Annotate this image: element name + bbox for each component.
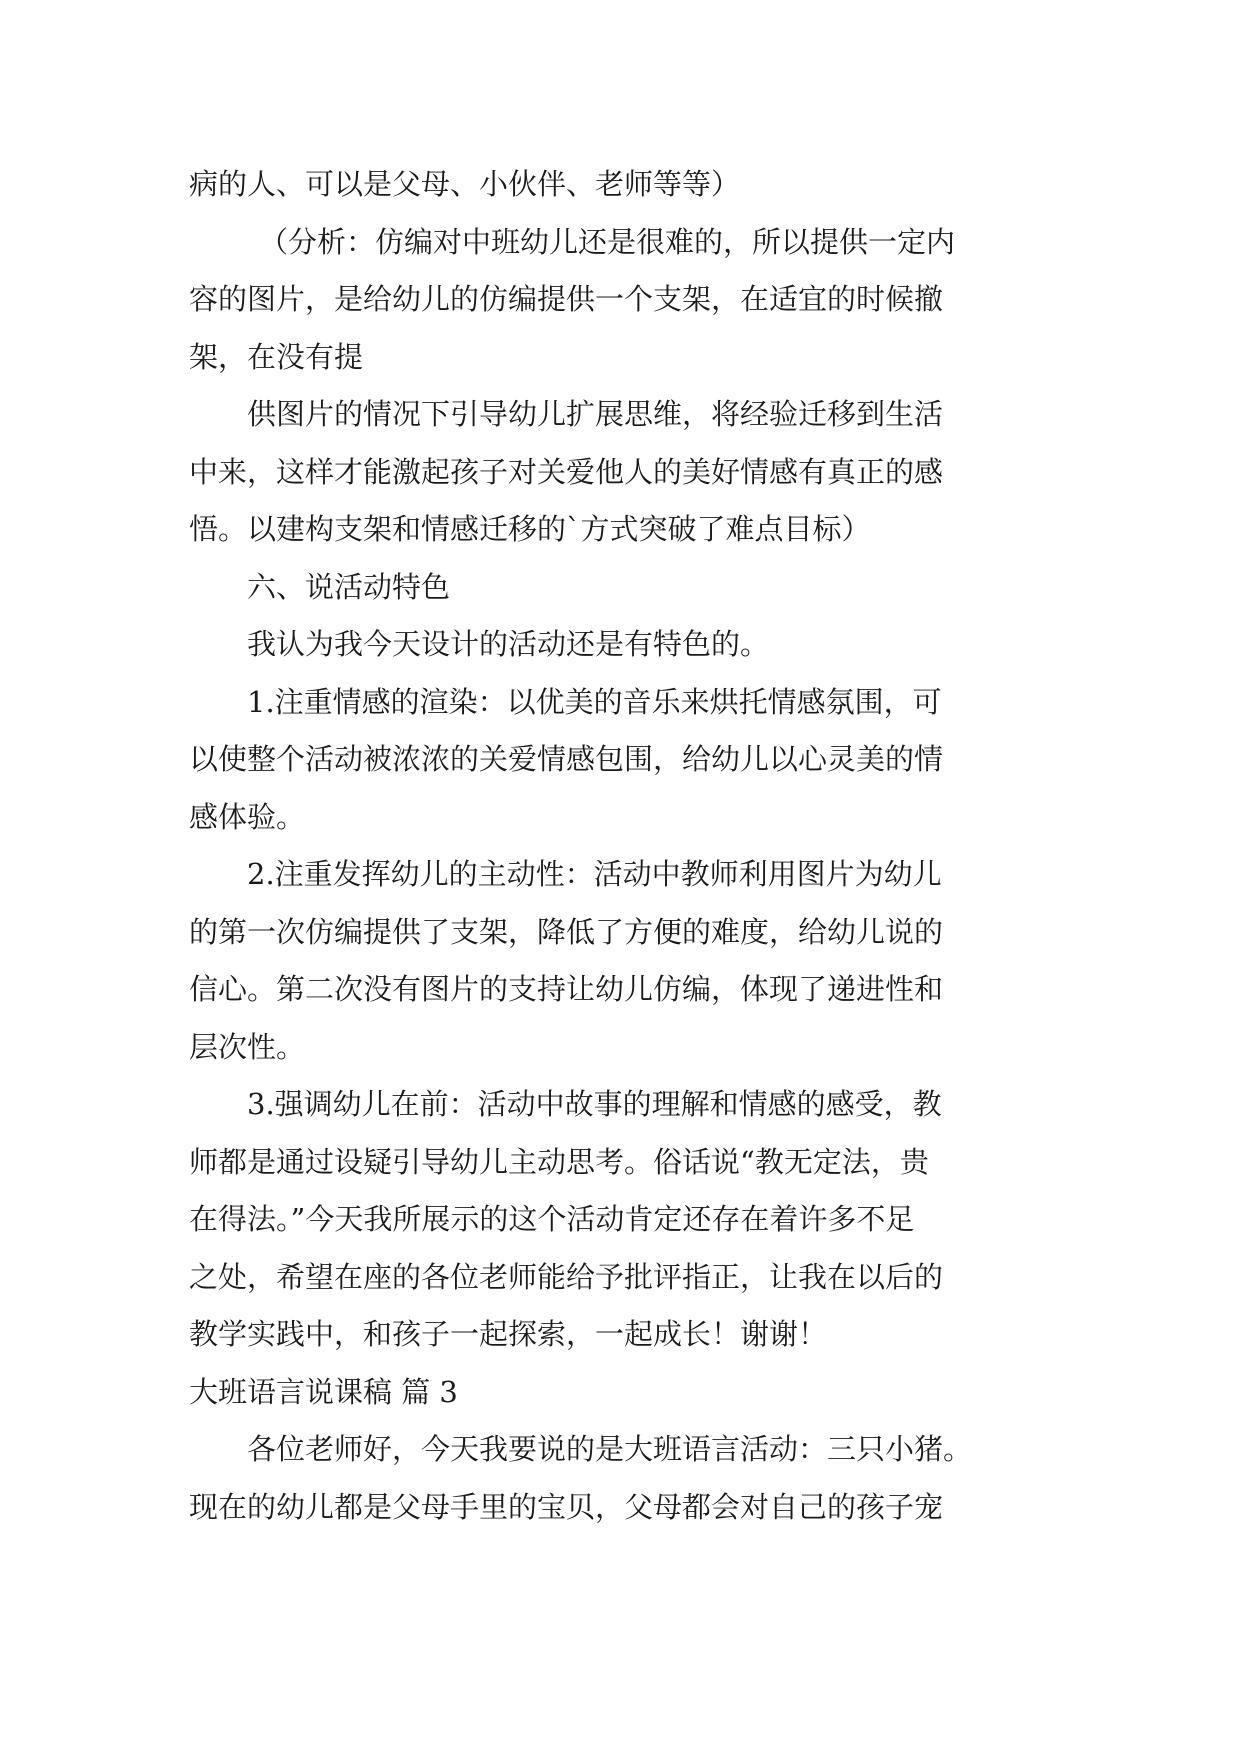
paragraph-line: 的第一次仿编提供了支架，降低了方便的难度，给幼儿说的	[189, 914, 944, 949]
paragraph-line: 感体验。	[189, 799, 306, 834]
paragraph-line: 师都是通过设疑引导幼儿主动思考。俗话说“教无定法，贵	[189, 1144, 929, 1179]
paragraph-line: 病的人、可以是父母、小伙伴、老师等等）	[189, 167, 741, 201]
document-heading: 大班语言说课稿 篇 3	[189, 1374, 458, 1409]
paragraph-line: 在得法。”今天我所展示的这个活动肯定还存在着许多不足	[189, 1202, 915, 1236]
paragraph-line: 悟。以建构支架和情感迁移的`方式突破了难点目标）	[189, 512, 871, 546]
paragraph-line: 供图片的情况下引导幼儿扩展思维，将经验迁移到生活	[247, 397, 944, 431]
paragraph-line: 中来，这样才能激起孩子对关爱他人的美好情感有真正的感	[189, 454, 944, 489]
section-heading: 六、说活动特色	[247, 569, 451, 604]
paragraph-line: 容的图片，是给幼儿的仿编提供一个支架，在适宜的时候撤	[189, 282, 944, 316]
paragraph-line: 以使整个活动被浓浓的关爱情感包围，给幼儿以心灵美的情	[189, 742, 944, 776]
paragraph-line: 我认为我今天设计的活动还是有特色的。	[247, 627, 770, 661]
paragraph-line: （分析：仿编对中班幼儿还是很难的，所以提供一定内	[259, 224, 956, 259]
paragraph-line: 信心。第二次没有图片的支持让幼儿仿编，体现了递进性和	[189, 972, 944, 1006]
paragraph-line: 1.注重情感的渲染：以优美的音乐来烘托情感氛围，可	[247, 684, 942, 719]
paragraph-line: 架，在没有提	[189, 339, 364, 374]
paragraph-line: 3.强调幼儿在前：活动中故事的理解和情感的感受，教	[247, 1087, 942, 1121]
paragraph-line: 层次性。	[189, 1029, 306, 1064]
paragraph-line: 现在的幼儿都是父母手里的宝贝，父母都会对自己的孩子宠	[189, 1489, 944, 1524]
paragraph-line: 教学实践中，和孩子一起探索，一起成长！谢谢！	[189, 1317, 828, 1351]
paragraph-line: 各位老师好，今天我要说的是大班语言活动：三只小猪。	[247, 1432, 973, 1466]
paragraph-line: 之处，希望在座的各位老师能给予批评指正，让我在以后的	[189, 1259, 944, 1294]
paragraph-line: 2.注重发挥幼儿的主动性：活动中教师利用图片为幼儿	[247, 857, 942, 891]
document-body	[189, 156, 1059, 1536]
